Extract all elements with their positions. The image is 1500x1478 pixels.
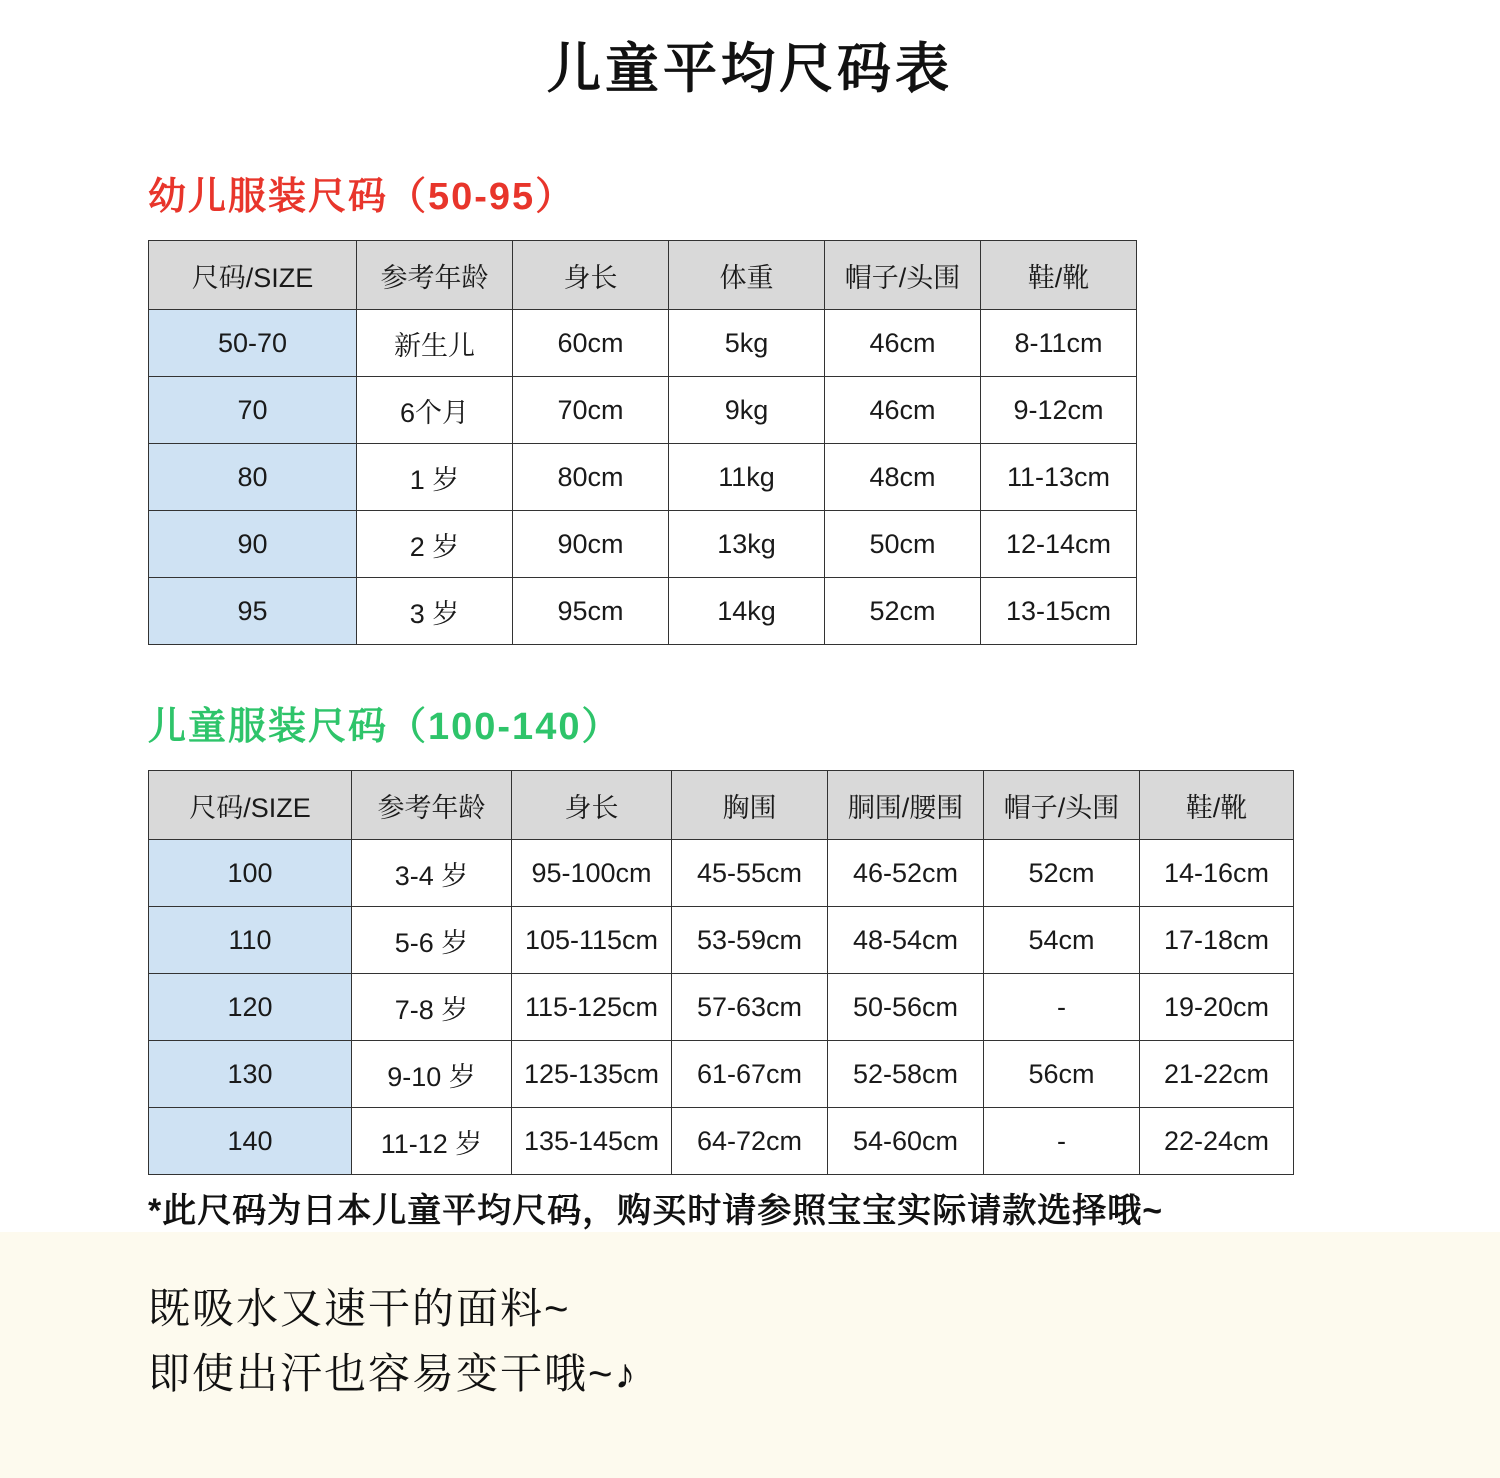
table-cell: 21-22cm xyxy=(1140,1041,1294,1108)
table-cell: 56cm xyxy=(984,1041,1140,1108)
table-cell: 48cm xyxy=(825,444,981,511)
table-cell: 新生儿 xyxy=(357,310,513,377)
table-cell: 52cm xyxy=(984,840,1140,907)
table-cell: 46cm xyxy=(825,377,981,444)
table-cell: 50-56cm xyxy=(828,974,984,1041)
table-cell: 125-135cm xyxy=(512,1041,672,1108)
table-cell: 54-60cm xyxy=(828,1108,984,1175)
cell-size: 120 xyxy=(149,974,352,1041)
table-header-row xyxy=(149,241,1137,310)
table-cell: 12-14cm xyxy=(981,511,1137,578)
column-header: 参考年龄 xyxy=(357,241,513,310)
table-cell: 9-10 岁 xyxy=(352,1041,512,1108)
table-row xyxy=(149,1041,1294,1108)
table-row xyxy=(149,907,1294,974)
table-cell: 90cm xyxy=(513,511,669,578)
table-cell: 5kg xyxy=(669,310,825,377)
column-header: 帽子/头围 xyxy=(825,241,981,310)
table-cell: 64-72cm xyxy=(672,1108,828,1175)
table-row xyxy=(149,578,1137,645)
cell-size: 100 xyxy=(149,840,352,907)
table-row xyxy=(149,511,1137,578)
infant-table-wrap xyxy=(0,240,1500,645)
column-header: 尺码/SIZE xyxy=(149,241,357,310)
table-row xyxy=(149,1108,1294,1175)
cell-size: 80 xyxy=(149,444,357,511)
table-cell: 11kg xyxy=(669,444,825,511)
table-cell: 13-15cm xyxy=(981,578,1137,645)
table-cell: 60cm xyxy=(513,310,669,377)
table-cell: 52cm xyxy=(825,578,981,645)
cell-size: 130 xyxy=(149,1041,352,1108)
table-cell: 5-6 岁 xyxy=(352,907,512,974)
table-cell: 46cm xyxy=(825,310,981,377)
cell-size: 110 xyxy=(149,907,352,974)
table-cell: 57-63cm xyxy=(672,974,828,1041)
table-cell: 17-18cm xyxy=(1140,907,1294,974)
column-header: 胴围/腰围 xyxy=(828,771,984,840)
table-cell: 8-11cm xyxy=(981,310,1137,377)
column-header: 参考年龄 xyxy=(352,771,512,840)
footnote: *此尺码为日本儿童平均尺码，购买时请参照宝宝实际请款选择哦~ xyxy=(148,1192,1164,1230)
column-header: 鞋/靴 xyxy=(981,241,1137,310)
table-cell: 11-13cm xyxy=(981,444,1137,511)
table-cell: 95cm xyxy=(513,578,669,645)
cell-size: 140 xyxy=(149,1108,352,1175)
table-cell: 115-125cm xyxy=(512,974,672,1041)
table-cell: 105-115cm xyxy=(512,907,672,974)
table-cell: - xyxy=(984,974,1140,1041)
column-header: 身长 xyxy=(513,241,669,310)
table-cell: 11-12 岁 xyxy=(352,1108,512,1175)
table-cell: 6个月 xyxy=(357,377,513,444)
table-cell: 19-20cm xyxy=(1140,974,1294,1041)
table-cell: - xyxy=(984,1108,1140,1175)
table-row xyxy=(149,444,1137,511)
table-cell: 70cm xyxy=(513,377,669,444)
table-cell: 1 岁 xyxy=(357,444,513,511)
table-cell: 9kg xyxy=(669,377,825,444)
table-cell: 14kg xyxy=(669,578,825,645)
table-cell: 52-58cm xyxy=(828,1041,984,1108)
column-header: 尺码/SIZE xyxy=(149,771,352,840)
page-title: 儿童平均尺码表 xyxy=(547,39,953,99)
table-cell: 9-12cm xyxy=(981,377,1137,444)
table-cell: 50cm xyxy=(825,511,981,578)
table-cell: 48-54cm xyxy=(828,907,984,974)
table-cell: 61-67cm xyxy=(672,1041,828,1108)
table-cell: 95-100cm xyxy=(512,840,672,907)
cell-size: 90 xyxy=(149,511,357,578)
column-header: 体重 xyxy=(669,241,825,310)
table-row xyxy=(149,974,1294,1041)
table-cell: 7-8 岁 xyxy=(352,974,512,1041)
table-cell: 46-52cm xyxy=(828,840,984,907)
banner-line-1: 既吸水又速干的面料~ xyxy=(148,1285,571,1332)
cell-size: 50-70 xyxy=(149,310,357,377)
table-cell: 22-24cm xyxy=(1140,1108,1294,1175)
table-cell: 54cm xyxy=(984,907,1140,974)
table-cell: 135-145cm xyxy=(512,1108,672,1175)
bottom-banner xyxy=(0,1232,1500,1478)
column-header: 鞋/靴 xyxy=(1140,771,1294,840)
table-cell: 3-4 岁 xyxy=(352,840,512,907)
child-size-table xyxy=(148,770,1294,1175)
cell-size: 95 xyxy=(149,578,357,645)
cell-size: 70 xyxy=(149,377,357,444)
table-row xyxy=(149,310,1137,377)
table-cell: 3 岁 xyxy=(357,578,513,645)
table-header-row xyxy=(149,771,1294,840)
column-header: 身长 xyxy=(512,771,672,840)
table-cell: 14-16cm xyxy=(1140,840,1294,907)
table-row xyxy=(149,377,1137,444)
table-cell: 45-55cm xyxy=(672,840,828,907)
child-section-heading: 儿童服装尺码（100-140） xyxy=(148,706,622,748)
banner-line-2: 即使出汗也容易变干哦~♪ xyxy=(148,1350,638,1398)
column-header: 胸围 xyxy=(672,771,828,840)
child-table-wrap xyxy=(0,770,1500,1175)
table-cell: 13kg xyxy=(669,511,825,578)
table-cell: 2 岁 xyxy=(357,511,513,578)
infant-size-table xyxy=(148,240,1137,645)
infant-section-heading: 幼儿服装尺码（50-95） xyxy=(148,176,576,218)
table-cell: 53-59cm xyxy=(672,907,828,974)
table-cell: 80cm xyxy=(513,444,669,511)
column-header: 帽子/头围 xyxy=(984,771,1140,840)
table-row xyxy=(149,840,1294,907)
